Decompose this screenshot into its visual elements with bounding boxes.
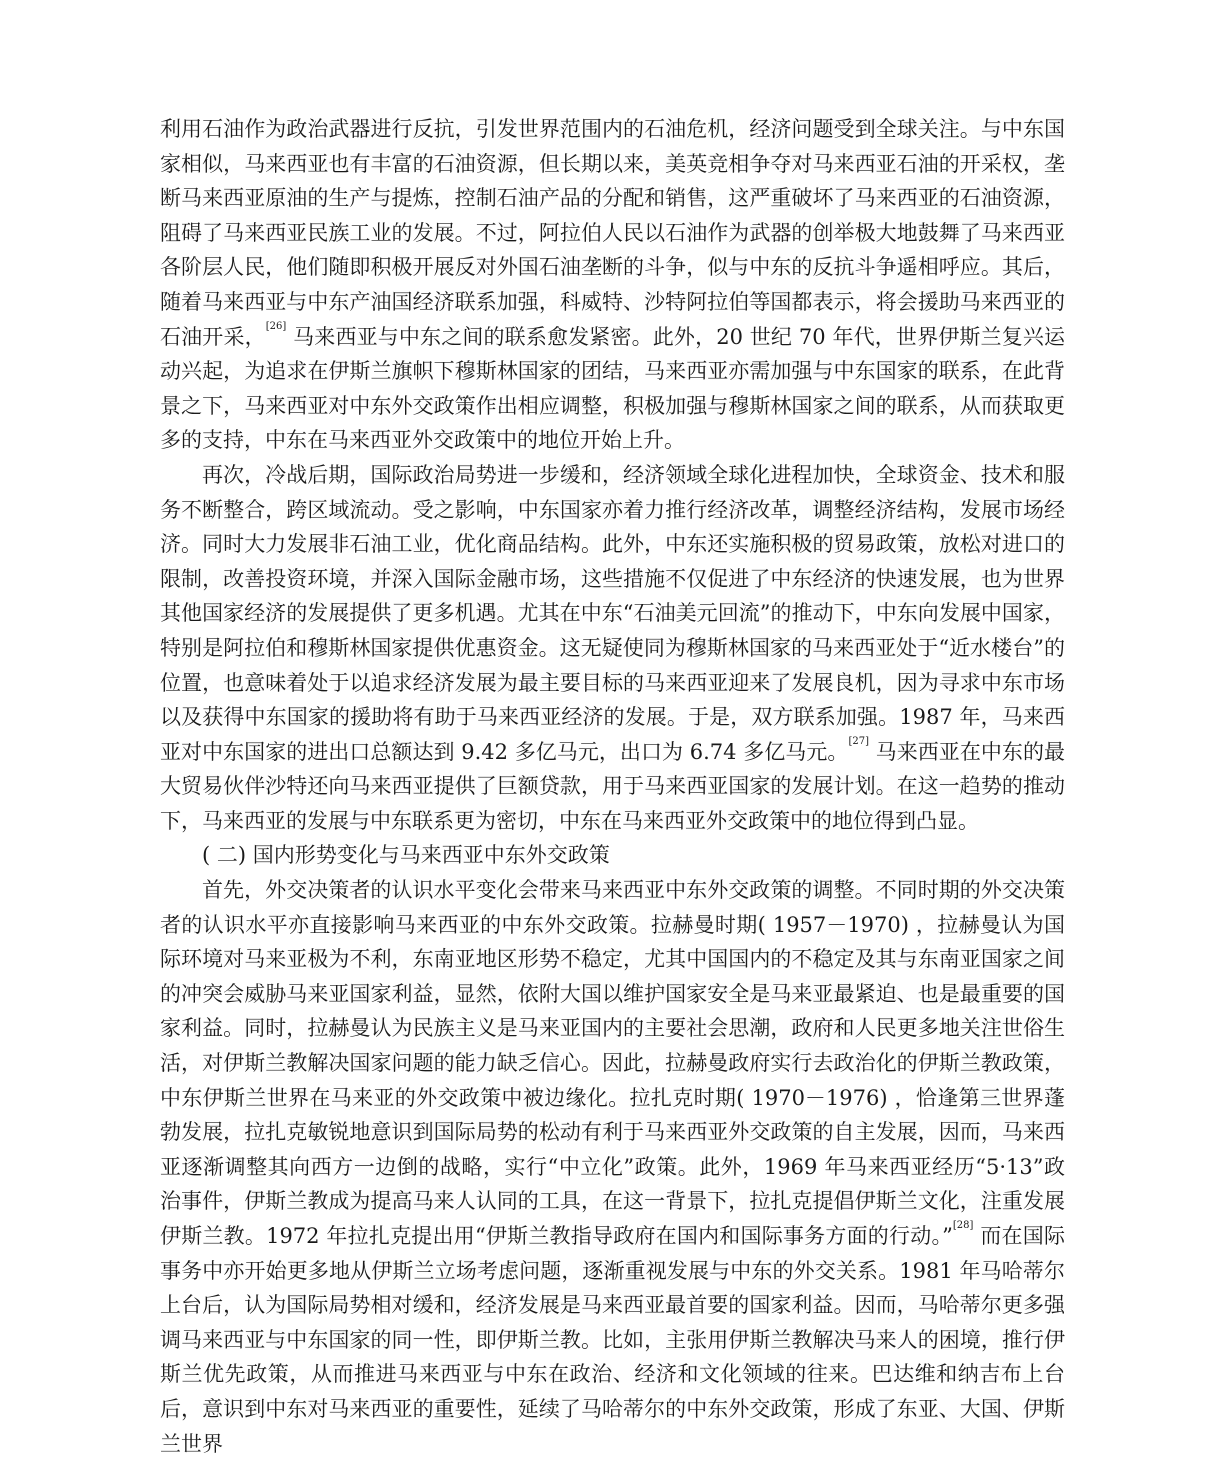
paragraph-3-text-cont: 而在国际事务中亦开始更多地从伊斯兰立场考虑问题，逐渐重视发展与中东的外交关系。1981 年马哈蒂尔上台后，认为国际局势相对缓和，经济发展是马来西亚最首要的国家利益。因而，马哈蒂尔更多强调马来西亚与中东国家的同一性，即伊斯兰教。比如，主张用伊斯兰教解决马来人的困境，推行伊斯兰优先政策，从而推进马来西亚与中东在政治、经济和文化领域的往来。巴达维和纳吉布上台后，意识到中东对马来西亚的重要性，延续了马哈蒂尔的中东外交政策，形成了东亚、大国、伊斯兰世界 (160, 1224, 1065, 1456)
paragraph-2-text-cont: 马来西亚在中东的最大贸易伙伴沙特还向马来西亚提供了巨额贷款，用于马来西亚国家的发展计划。在这一趋势的推动下，马来西亚的发展与中东联系更为密切，中东在马来西亚外交政策中的地位得到凸显。 (160, 739, 1065, 833)
section-heading (160, 838, 1065, 873)
paragraph-2-text: 再次，冷战后期，国际政治局势进一步缓和，经济领域全球化进程加快，全球资金、技术和服务不断整合，跨区域流动。受之影响，中东国家亦着力推行经济改革，调整经济结构，发展市场经济。同时大力发展非石油工业，优化商品结构。此外，中东还实施积极的贸易政策，放松对进口的限制，改善投资环境，并深入国际金融市场，这些措施不仅促进了中东经济的快速发展，也为世界其他国家经济的发展提供了更多机遇。尤其在中东“石油美元回流”的推动下，中东向发展中国家，特别是阿拉伯和穆斯林国家提供优惠资金。这无疑使同为穆斯林国家的马来西亚处于“近水楼台”的位置，也意味着处于以追求经济发展为最主要目标的马来西亚迎来了发展良机，因为寻求中东市场以及获得中东国家的援助将有助于马来西亚经济的发展。于是，双方联系加强。1987 年，马来西亚对中东国家的进出口总额达到 9.42 多亿马元，出口为 6.74 多亿马元。 (160, 462, 1065, 764)
footnote-28[interactable]: [28] (952, 1220, 974, 1231)
footnote-27[interactable]: [27] (848, 735, 869, 747)
paragraph-1-text: 利用石油作为政治武器进行反抗，引发世界范围内的石油危机，经济问题受到全球关注。与中东国家相似，马来西亚也有丰富的石油资源，但长期以来，美英竞相争夺对马来西亚石油的开采权，垄断马来西亚原油的生产与提炼，控制石油产品的分配和销售，这严重破坏了马来西亚的石油资源，阻碍了马来西亚民族工业的发展。不过，阿拉伯人民以石油作为武器的创举极大地鼓舞了马来西亚各阶层人民，他们随即积极开展反对外国石油垄断的斗争，似与中东的反抗斗争遥相呼应。其后，随着马来西亚与中东产油国经济联系加强，科威特、沙特阿拉伯等国都表示，将会援助马来西亚的石油开采， (160, 117, 1065, 349)
paragraph-3 (160, 873, 1065, 1461)
paragraph-1 (160, 112, 1065, 458)
footnote-26[interactable]: [26] (265, 320, 287, 332)
document-page (160, 112, 1065, 1461)
section-heading-text: ( 二) 国内形势变化与马来西亚中东外交政策 (202, 843, 610, 868)
paragraph-1-text-cont: 马来西亚与中东之间的联系愈发紧密。此外，20 世纪 70 年代，世界伊斯兰复兴运动兴起，为追求在伊斯兰旗帜下穆斯林国家的团结，马来西亚亦需加强与中东国家的联系，在此背景之下，马来西亚对中东外交政策作出相应调整，积极加强与穆斯林国家之间的联系，从而获取更多的支持，中东在马来西亚外交政策中的地位开始上升。 (160, 324, 1065, 453)
paragraph-2 (160, 458, 1065, 839)
paragraph-3-text: 首先，外交决策者的认识水平变化会带来马来西亚中东外交政策的调整。不同时期的外交决策者的认识水平亦直接影响马来西亚的中东外交政策。拉赫曼时期( 1957－1970) ，拉赫曼认为国际环境对马来亚极为不利，东南亚地区形势不稳定，尤其中国国内的不稳定及其与东南亚国家之间的冲突会威胁马来亚国家利益，显然，依附大国以维护国家安全是马来亚最紧迫、也是最重要的国家利益。同时，拉赫曼认为民族主义是马来亚国内的主要社会思潮，政府和人民更多地关注世俗生活，对伊斯兰教解决国家问题的能力缺乏信心。因此，拉赫曼政府实行去政治化的伊斯兰教政策，中东伊斯兰世界在马来亚的外交政策中被边缘化。拉扎克时期( 1970－1976) ，恰逢第三世界蓬勃发展，拉扎克敏锐地意识到国际局势的松动有利于马来西亚外交政策的自主发展，因而，马来西亚逐渐调整其向西方一边倒的战略，实行“中立化”政策。此外，1969 年马来西亚经历“5·13”政治事件，伊斯兰教成为提高马来人认同的工具，在这一背景下，拉扎克提倡伊斯兰文化，注重发展伊斯兰教。1972 年拉扎克提出用“伊斯兰教指导政府在国内和国际事务方面的行动。” (160, 878, 1065, 1248)
